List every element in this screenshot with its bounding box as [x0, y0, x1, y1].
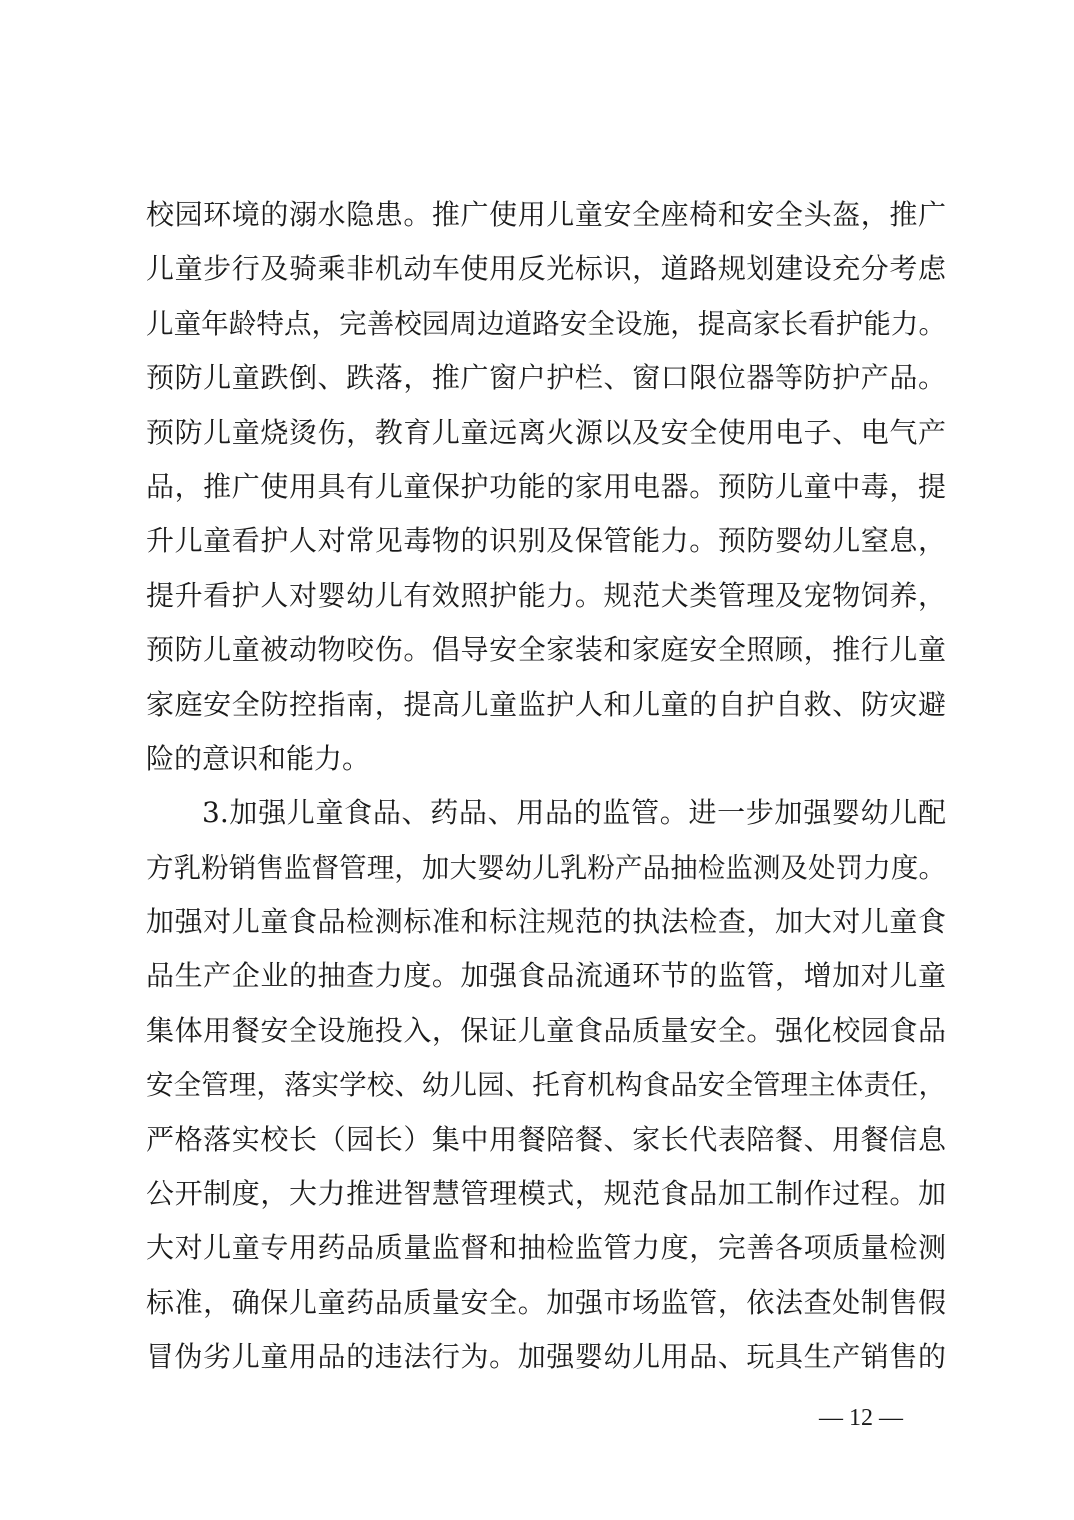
- text-line: 升儿童看护人对常见毒物的识别及保管能力。预防婴幼儿窒息，: [146, 524, 946, 558]
- text-line: 提升看护人对婴幼儿有效照护能力。规范犬类管理及宠物饲养，: [146, 578, 946, 612]
- text-line: 3.加强儿童食品、药品、用品的监管。进一步加强婴幼儿配: [202, 796, 946, 830]
- text-line: 安全管理，落实学校、幼儿园、托育机构食品安全管理主体责任，: [146, 1069, 946, 1102]
- text-line: 加强对儿童食品检测标准和标注规范的执法检查，加大对儿童食: [146, 905, 946, 939]
- body-text: [146, 188, 946, 1385]
- text-line: 大对儿童专用药品质量监督和抽检监管力度，完善各项质量检测: [146, 1231, 946, 1265]
- paragraph-child-safety: [146, 188, 946, 786]
- paragraph-product-supervision: [146, 786, 946, 1384]
- text-line: 预防儿童被动物咬伤。倡导安全家装和家庭安全照顾，推行儿童: [146, 633, 946, 667]
- text-line: 儿童步行及骑乘非机动车使用反光标识，道路规划建设充分考虑: [146, 252, 946, 286]
- text-line: 集体用餐安全设施投入，保证儿童食品质量安全。强化校园食品: [146, 1013, 946, 1047]
- text-line: 家庭安全防控指南，提高儿童监护人和儿童的自护自救、防灾避: [146, 687, 946, 721]
- page-number: — 12 —: [819, 1405, 903, 1431]
- text-line: 品生产企业的抽查力度。加强食品流通环节的监管，增加对儿童: [146, 959, 946, 993]
- text-line: 校园环境的溺水隐患。推广使用儿童安全座椅和安全头盔，推广: [146, 198, 946, 231]
- text-line: 公开制度，大力推进智慧管理模式，规范食品加工制作过程。加: [146, 1177, 946, 1211]
- text-line: 严格落实校长（园长）集中用餐陪餐、家长代表陪餐、用餐信息: [146, 1122, 946, 1156]
- text-line: 预防儿童烧烫伤，教育儿童远离火源以及安全使用电子、电气产: [146, 415, 946, 449]
- text-line: 险的意识和能力。: [146, 741, 371, 775]
- text-line: 品，推广使用具有儿童保护功能的家用电器。预防儿童中毒，提: [146, 469, 946, 503]
- text-line: 预防儿童跌倒、跌落，推广窗户护栏、窗口限位器等防护产品。: [146, 361, 946, 395]
- text-line: 标准，确保儿童药品质量安全。加强市场监管，依法查处制售假: [146, 1285, 946, 1319]
- text-line: 儿童年龄特点，完善校园周边道路安全设施，提高家长看护能力。: [146, 307, 946, 340]
- text-line: 冒伪劣儿童用品的违法行为。加强婴幼儿用品、玩具生产销售的: [146, 1340, 946, 1374]
- text-line: 方乳粉销售监督管理，加大婴幼儿乳粉产品抽检监测及处罚力度。: [146, 851, 946, 884]
